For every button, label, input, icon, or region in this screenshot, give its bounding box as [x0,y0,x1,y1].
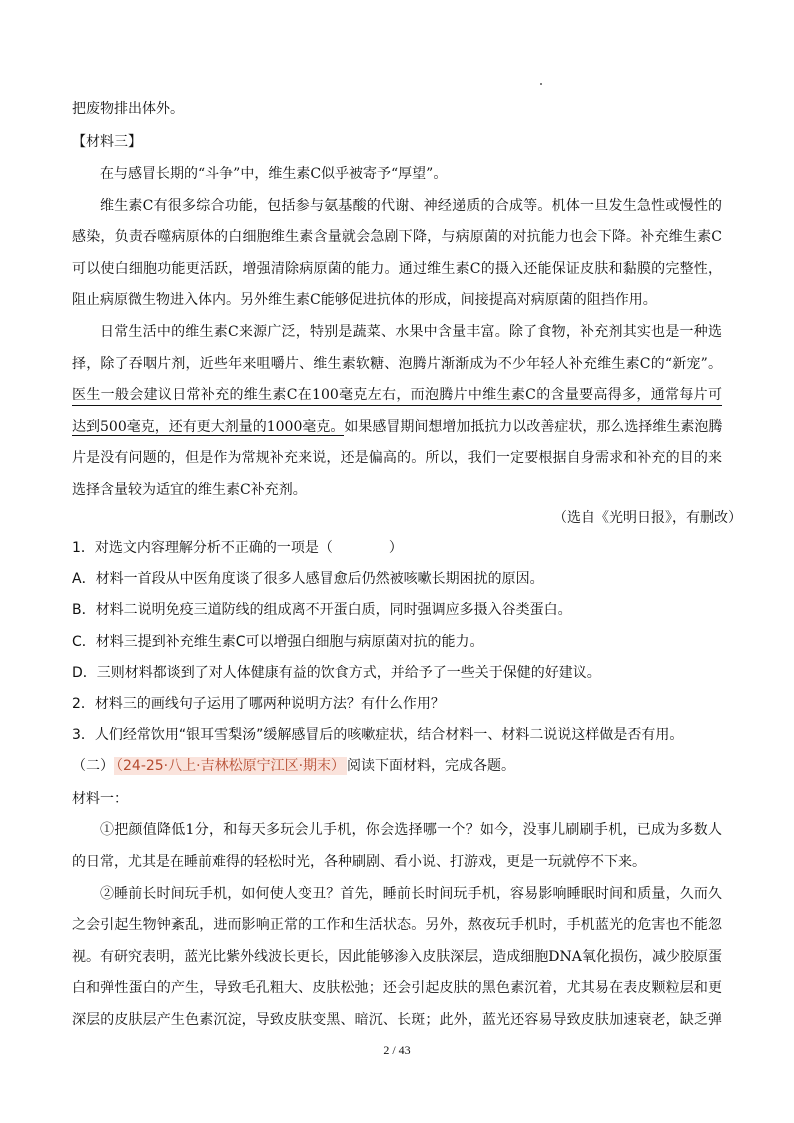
option-b: B．材料二说明免疫三道防线的组成离不开蛋白质，同时强调应多摄入谷类蛋白。 [72,602,572,618]
text-line: 白和弹性蛋白的产生，导致毛孔粗大、皮肤松弛；还会引起皮肤的黑色素沉着，尤其易在表皮颗粒层和更 [72,980,722,996]
text-line: ①把颜值降低1分，和每天多玩会儿手机，你会选择哪一个？如今，没事儿刷刷手机，已成为多数人 [100,822,722,838]
text-line: 可以使白细胞功能更活跃，增强清除病原菌的能力。通过维生素C的摄入还能保证皮肤和黏膜的完整性， [72,261,722,277]
text-line: 维生素C有很多综合功能，包括参与氨基酸的代谢、神经递质的合成等。机体一旦发生急性或慢性的 [100,198,722,214]
text-line: 达到500毫克，还有更大剂量的1000毫克。如果感冒期间想增加抵抗力以改善症状，那么选择维生素泡腾 [72,419,723,435]
text-line: 的日常，尤其是在睡前难得的轻松时光，各种刷剧、看小说、打游戏，更是一玩就停不下来。 [72,854,646,870]
source-tag: （24-25·八上·吉林松原宁江区·期末） [116,758,346,774]
text-line: 在与感冒长期的“斗争”中，维生素C似乎被寄予“厚望”。 [100,166,448,182]
section-2-header: （二） （24-25·八上·吉林松原宁江区·期末） 阅读下面材料，完成各题。 [72,758,516,774]
text-line: 选择含量较为适宜的维生素C补充剂。 [72,482,307,498]
underlined-text: 达到500毫克，还有更大剂量的1000毫克。 [72,419,345,435]
option-d: D．三则材料都谈到了对人体健康有益的饮食方式，并给予了一些关于保健的好建议。 [72,665,601,681]
question-3: 3．人们经常饮用“银耳雪梨汤”缓解感冒后的咳嗽症状，结合材料一、材料二说说这样做是否有用。 [72,727,684,743]
text-line: 深层的皮肤层产生色素沉淀，导致皮肤变黑、暗沉、长斑；此外，蓝光还容易导致皮肤加速衰老，缺乏弹 [72,1012,722,1028]
text-line: 片是没有问题的，但是作为常规补充来说，还是偏高的。所以，我们一定要根据自身需求和补充的目的来 [72,450,722,466]
text-line: 感染，负责吞噬病原体的白细胞维生素含量就会急剧下降，与病原菌的对抗能力也会下降。补充维生素C [72,229,722,245]
material-label: 材料一： [72,791,128,807]
text-line: ②睡前长时间玩手机，如何使人变丑？首先，睡前长时间玩手机，容易影响睡眠时间和质量，久而久 [100,886,722,902]
question-2: 2．材料三的画线句子运用了哪两种说明方法？有什么作用？ [72,696,445,712]
option-c: C．材料三提到补充维生素C可以增强白细胞与病原菌对抗的能力。 [72,634,484,650]
option-a: A．材料一首段从中医角度谈了很多人感冒愈后仍然被咳嗽长期困扰的原因。 [72,571,544,587]
text-line: 把废物排出体外。 [72,101,184,117]
page-number: 2 / 43 [383,1043,411,1057]
question-1: 1．对选文内容理解分析不正确的一项是（ ） [72,540,403,556]
underlined-line: 医生一般会建议日常补充的维生素C在100毫克左右，而泡腾片中维生素C的含量要高得多，通常每片可 [72,385,722,406]
text-line: 之会引起生物钟紊乱，进而影响正常的工作和生活状态。另外，熬夜玩手机时，手机蓝光的危害也不能忽 [72,917,722,933]
text-line: 视。有研究表明，蓝光比紫外线波长更长，因此能够渗入皮肤深层，造成细胞DNA氧化损伤，减少胶原蛋 [72,949,722,965]
source-citation: （选自《光明日报》，有删改） [553,510,742,526]
text-line: 日常生活中的维生素C来源广泛，特别是蔬菜、水果中含量丰富。除了食物，补充剂其实也是一种选 [100,324,722,340]
text-line: 择，除了吞咽片剂，近些年来咀嚼片、维生素软糖、泡腾片渐渐成为不少年轻人补充维生素C的“新宠”。 [72,356,722,372]
text-line: 阻止病原微生物进入体内。另外维生素C能够促进抗体的形成，间接提高对病原菌的阻挡作用。 [72,292,657,308]
stray-dot [540,83,542,85]
section-heading: 【材料三】 [72,134,142,150]
